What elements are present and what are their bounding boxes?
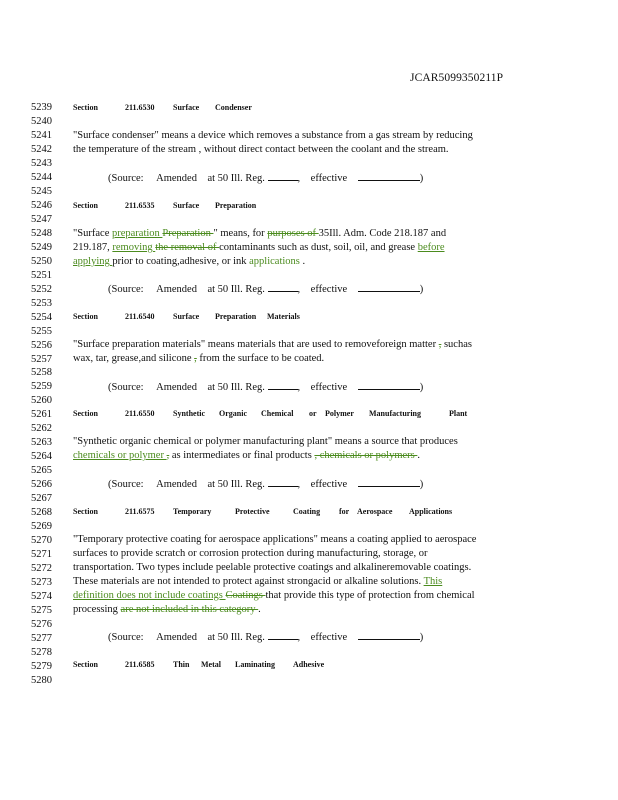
definition-line: 219.187, removing the removal of contaminants such as dust, soil, oil, and grease before [73, 242, 445, 253]
source-note: (Source: Amended at 50 Ill. Reg. , effective ) [108, 284, 424, 295]
line-number: 5251 [31, 269, 52, 281]
line-number: 5263 [31, 437, 52, 449]
definition-line: transportation. Two types include peelable protective coatings and alkalineremovable coatings. [73, 562, 472, 573]
section-heading: Section 211.6540 Surface Preparation Materials [73, 312, 300, 321]
line-number: 5275 [31, 604, 52, 616]
definition-line: the temperature of the stream , without direct contact between the coolant and the stream. [73, 144, 449, 155]
line-number: 5276 [31, 618, 52, 630]
definition-line: wax, tar, grease,and silicone , from the surface to be coated. [73, 353, 325, 364]
line-number: 5265 [31, 465, 52, 477]
line-number: 5239 [31, 102, 52, 113]
definition-line: "Synthetic organic chemical or polymer manufacturing plant" means a source that produces [73, 436, 458, 447]
section-heading: Section 211.6550 Synthetic Organic Chemical or Polymer Manufacturing Plant [73, 409, 468, 418]
line-number: 5277 [31, 632, 52, 644]
line-number: 5280 [31, 674, 52, 686]
line-number: 5248 [31, 227, 52, 239]
line-number: 5258 [31, 367, 52, 379]
line-number: 5256 [31, 339, 52, 351]
line-number: 5279 [31, 660, 52, 672]
line-number: 5272 [31, 563, 52, 574]
line-number: 5246 [31, 199, 52, 211]
line-number: 5264 [31, 451, 52, 463]
line-number: 5247 [31, 213, 52, 225]
line-number: 5262 [31, 423, 52, 435]
line-number: 5268 [31, 507, 52, 519]
source-note: (Source: Amended at 50 Ill. Reg. , effective ) [108, 173, 424, 184]
section-heading: Section 211.6575 Temporary Protective Coating for Aerospace Applications [73, 507, 453, 516]
definition-line: "Surface condenser" means a device which removes a substance from a gas stream by reducing [73, 130, 473, 141]
definition-line: processing are not included in this category . [73, 604, 261, 615]
definition-line: chemicals or polymer , as intermediates or final products , chemicals or polymers . [73, 450, 420, 461]
section-heading: Section 211.6530 Surface Condenser [73, 103, 252, 112]
definition-line: "Surface preparation materials" means materials that are used to removeforeign matter , suchas [73, 339, 472, 350]
line-number: 5255 [31, 325, 52, 337]
line-number: 5242 [31, 143, 52, 155]
line-number: 5250 [31, 255, 52, 267]
line-number: 5261 [31, 409, 52, 421]
section-heading: Section 211.6535 Surface Preparation [73, 201, 257, 210]
source-note: (Source: Amended at 50 Ill. Reg. , effective ) [108, 632, 424, 643]
definition-line: "Surface preparation Preparation " means, for purposes of 35Ill. Adm. Code 218.187 and [73, 228, 447, 239]
line-number: 5271 [31, 549, 52, 560]
line-number: 5274 [31, 591, 52, 602]
line-number: 5269 [31, 521, 52, 533]
line-number: 5241 [31, 129, 52, 141]
document-id: JCAR5099350211P [410, 72, 504, 84]
line-number: 5273 [31, 577, 52, 588]
definition-line: definition does not include coatings Coatings that provide this type of protection from chemical [73, 590, 475, 601]
source-note: (Source: Amended at 50 Ill. Reg. , effective ) [108, 382, 424, 393]
line-number: 5266 [31, 479, 52, 491]
definition-line: surfaces to provide scratch or corrosion protection during manufacturing, storage, or [73, 548, 428, 559]
definition-line: applying prior to coating,adhesive, or ink applications . [73, 256, 306, 267]
line-number: 5267 [31, 493, 52, 505]
line-number: 5252 [31, 283, 52, 295]
source-note: (Source: Amended at 50 Ill. Reg. , effective ) [108, 479, 424, 490]
line-number: 5249 [31, 241, 52, 253]
line-number: 5270 [31, 535, 52, 547]
line-number: 5254 [31, 311, 52, 323]
definition-line: These materials are not intended to protect against strongacid or alkaline solutions. This [73, 576, 443, 587]
line-number: 5245 [31, 185, 52, 197]
line-number: 5240 [31, 116, 52, 127]
definition-line: "Temporary protective coating for aerospace applications" means a coating applied to aerospace [73, 534, 477, 545]
section-heading: Section 211.6585 Thin Metal Laminating Adhesive [73, 660, 325, 669]
line-number: 5244 [31, 171, 52, 183]
line-number: 5243 [31, 157, 52, 169]
line-number: 5278 [31, 646, 52, 658]
line-number: 5253 [31, 297, 52, 309]
line-number: 5259 [31, 381, 52, 393]
line-number: 5257 [31, 353, 52, 365]
line-number: 5260 [31, 395, 52, 407]
